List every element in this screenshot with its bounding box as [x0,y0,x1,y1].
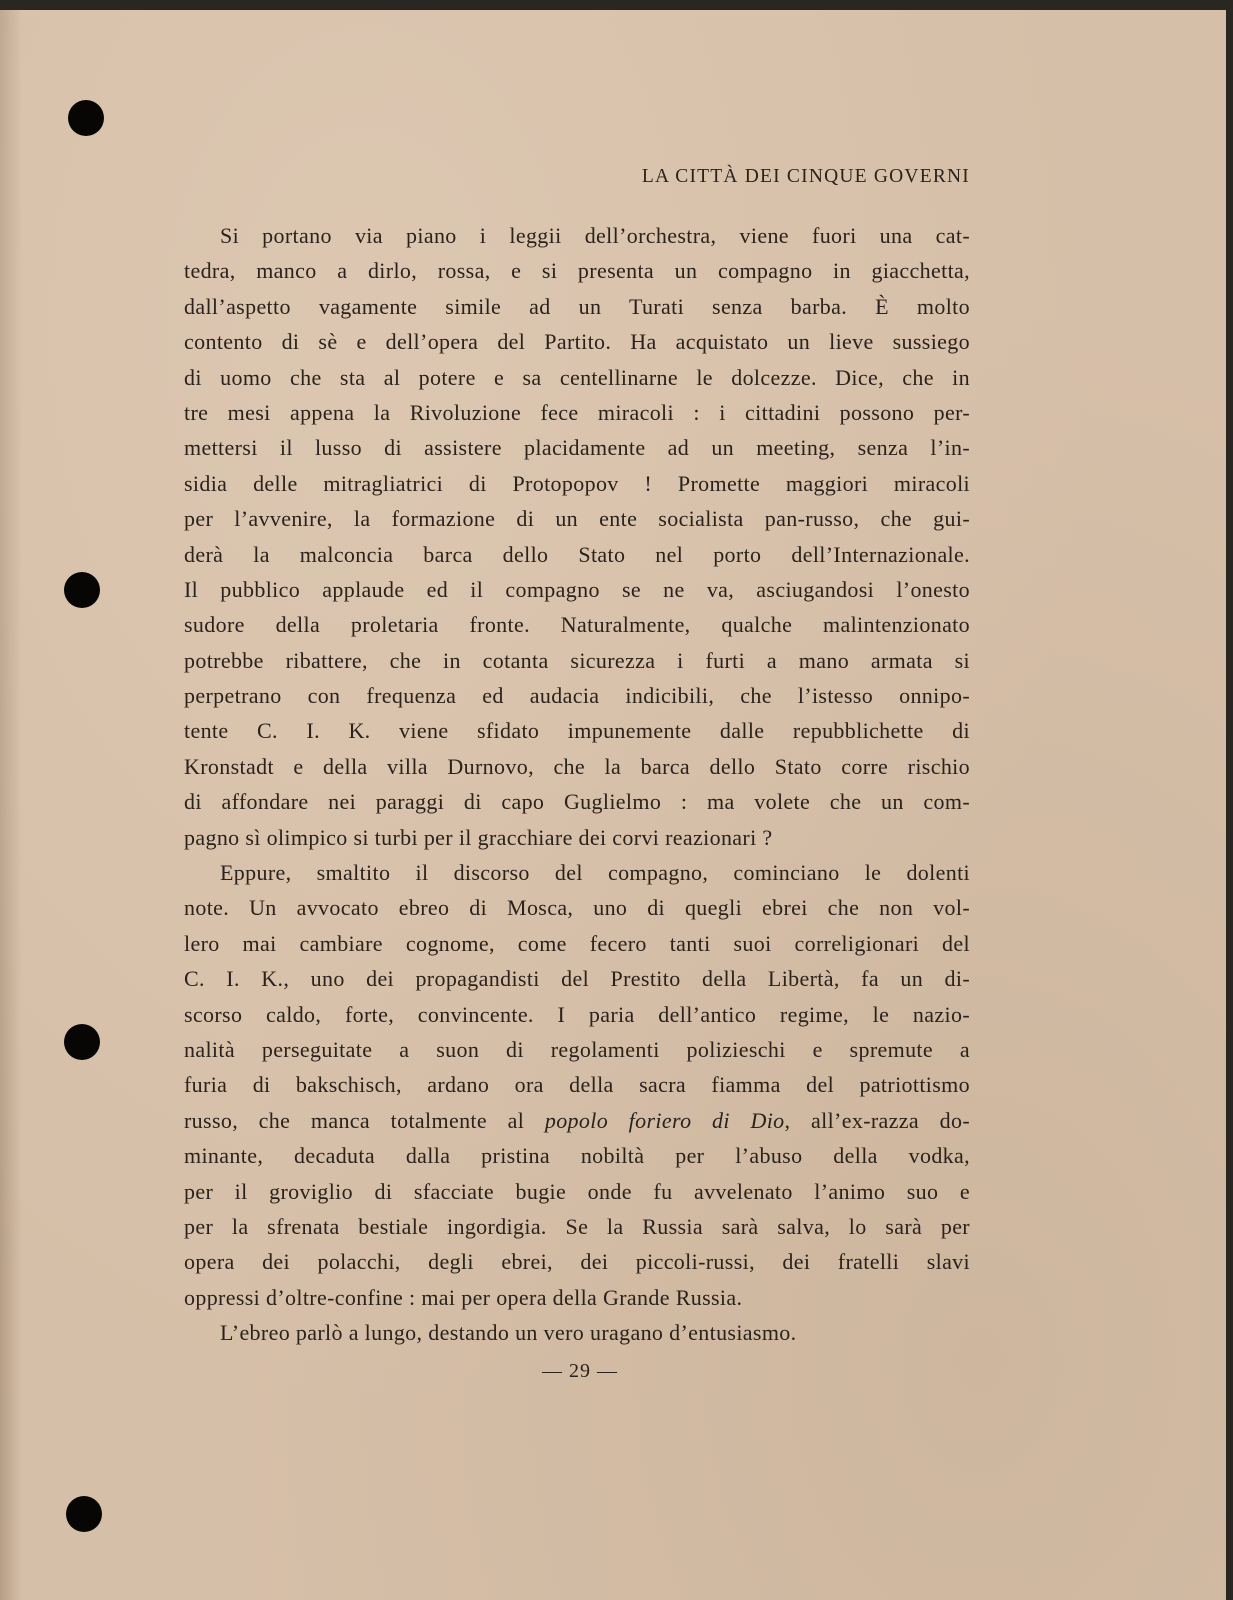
text-line: di affondare nei paraggi di capo Guglielmo : ma volete che un com- [184,789,970,815]
text-line: furia di bakschisch, ardano ora della sacra fiamma del patriottismo [184,1072,970,1098]
text-fragment: russo, che manca totalmente al [184,1107,545,1133]
scan-top-edge [0,0,1233,10]
text-line: L’ebreo parlò a lungo, destando un vero uragano d’entusiasmo. [220,1320,797,1346]
text-line: pagno sì olimpico si turbi per il gracchiare dei corvi reazionari ? [184,824,773,850]
text-line: scorso caldo, forte, convincente. I paria dell’antico regime, le nazio- [184,1001,970,1027]
page-number: — 29 — [542,1360,618,1382]
text-line: perpetrano con frequenza ed audacia indicibili, che l’istesso onnipo- [184,683,970,709]
text-fragment: , all’ex-razza do- [784,1107,971,1133]
text-line: Eppure, smaltito il discorso del compagno, cominciano le dolenti [220,860,970,886]
text-line: minante, decaduta dalla pristina nobiltà per l’abuso della vodka, [184,1143,970,1169]
punch-hole [64,572,100,608]
running-head: LA CITTÀ DEI CINQUE GOVERNI [641,166,970,187]
text-line: dall’aspetto vagamente simile ad un Turati senza barba. È molto [184,293,970,319]
text-line: di uomo che sta al potere e sa centellinarne le dolcezze. Dice, che in [184,364,970,390]
book-page [0,8,1226,1600]
text-line: Kronstadt e della villa Durnovo, che la barca dello Stato corre rischio [184,753,970,779]
italic-phrase: popolo foriero di Dio [544,1107,785,1133]
text-line: potrebbe ribattere, che in cotanta sicurezza i furti a mano armata si [184,647,970,673]
punch-hole [66,1496,102,1532]
text-line: C. I. K., uno dei propagandisti del Prestito della Libertà, fa un di- [184,966,970,992]
text-line: Il pubblico applaude ed il compagno se ne va, asciugandosi l’onesto [184,576,970,602]
punch-hole [68,100,104,136]
body-text [184,218,970,1351]
text-line: per il groviglio di sfacciate bugie onde fu avvelenato l’animo suo e [184,1178,970,1204]
text-line: lero mai cambiare cognome, come fecero tanti suoi correligionari del [184,930,970,956]
text-line: nalità perseguitate a suon di regolamenti polizieschi e spremute a [184,1036,970,1062]
text-line-mixed [184,1103,970,1138]
text-line: opera dei polacchi, degli ebrei, dei piccoli-russi, dei fratelli slavi [184,1249,970,1275]
text-line: tre mesi appena la Rivoluzione fece miracoli : i cittadini possono per- [184,399,970,425]
text-line: sidia delle mitragliatrici di Protopopov ! Promette maggiori miracoli [184,470,970,496]
text-line: Si portano via piano i leggii dell’orchestra, viene fuori una cat- [220,223,970,248]
punch-hole [64,1024,100,1060]
text-line: tedra, manco a dirlo, rossa, e si presenta un compagno in giacchetta, [184,258,970,284]
text-line: sudore della proletaria fronte. Naturalmente, qualche malintenzionato [184,612,970,638]
text-line: per la sfrenata bestiale ingordigia. Se la Russia sarà salva, lo sarà per [184,1213,970,1239]
text-line: oppressi d’oltre-confine : mai per opera della Grande Russia. [184,1284,743,1310]
text-line: derà la malconcia barca dello Stato nel porto dell’Internazionale. [184,541,970,567]
text-line: contento di sè e dell’opera del Partito. Ha acquistato un lieve sussiego [184,329,970,355]
text-line: note. Un avvocato ebreo di Mosca, uno di quegli ebrei che non vol- [184,895,970,921]
text-line: tente C. I. K. viene sfidato impunemente dalle repubblichette di [184,718,970,744]
text-line: per l’avvenire, la formazione di un ente socialista pan-russo, che gui- [184,506,970,532]
text-line: mettersi il lusso di assistere placidamente ad un meeting, senza l’in- [184,435,970,461]
